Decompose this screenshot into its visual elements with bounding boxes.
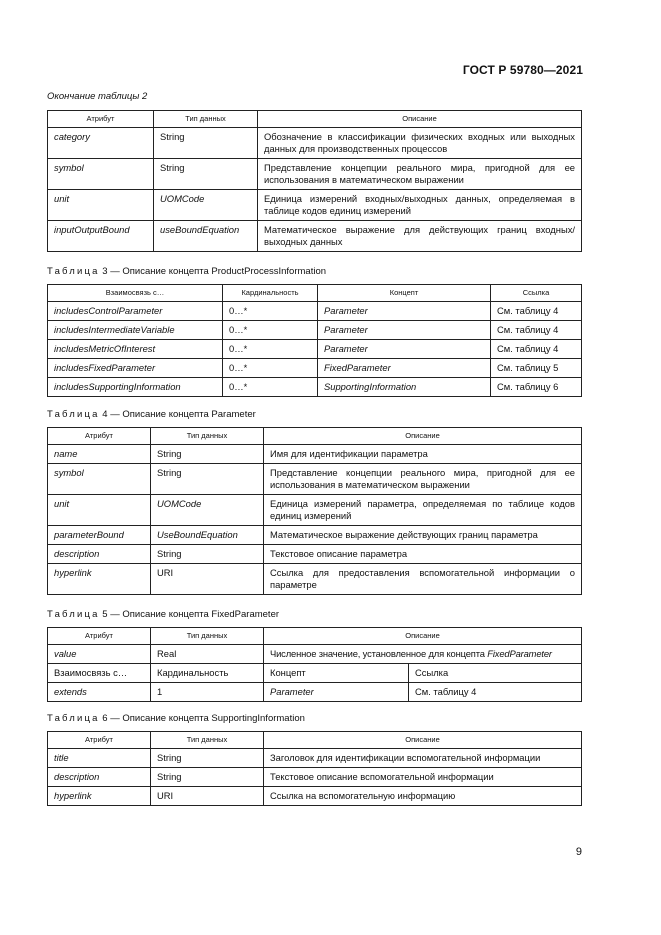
description-cell: Текстовое описание параметра <box>264 545 582 564</box>
caption-text: 3 — Описание концепта ProductProcessInformation <box>99 266 327 277</box>
description-concept: FixedParameter <box>487 648 552 659</box>
description-cell: Единица измерений параметра, определяемая по таблице кодов единиц измерений <box>264 495 582 526</box>
description-cell: Математическое выражение для действующих границ входных/выходных данных <box>258 221 582 252</box>
attribute-cell: value <box>48 645 151 664</box>
table-row <box>48 749 582 768</box>
column-header: Описание <box>264 628 582 645</box>
caption-text: 4 — Описание концепта Parameter <box>99 409 256 420</box>
attribute-cell: name <box>48 445 151 464</box>
table-row <box>48 359 582 378</box>
relation-cell: includesSupportingInformation <box>48 378 223 397</box>
caption-text: 5 — Описание концепта FixedParameter <box>99 609 280 620</box>
attribute-cell: symbol <box>48 464 151 495</box>
description-cell: Ссылка на вспомогательную информацию <box>264 787 582 806</box>
table-row <box>48 464 582 495</box>
reference-cell: См. таблицу 6 <box>491 378 582 397</box>
table-header-row <box>48 428 582 445</box>
description-cell: Заголовок для идентификации вспомогательной информации <box>264 749 582 768</box>
cardinality-cell: 0…* <box>223 302 318 321</box>
datatype-cell: String <box>151 545 264 564</box>
cardinality-cell: 0…* <box>223 359 318 378</box>
datatype-cell: String <box>151 768 264 787</box>
attribute-cell: unit <box>48 495 151 526</box>
datatype-cell: UseBoundEquation <box>151 526 264 545</box>
cardinality-cell: 0…* <box>223 340 318 359</box>
description-cell <box>264 645 582 664</box>
table-row <box>48 564 582 595</box>
column-header: Тип данных <box>154 111 258 128</box>
datatype-cell: URI <box>151 787 264 806</box>
table-row <box>48 545 582 564</box>
table4 <box>47 427 582 595</box>
datatype-cell: UOMCode <box>154 190 258 221</box>
table6-caption <box>47 713 305 724</box>
attribute-cell: unit <box>48 190 154 221</box>
description-cell: Единица измерений входных/выходных данных, определяемая в таблице кодов единиц измерений <box>258 190 582 221</box>
column-header: Атрибут <box>48 111 154 128</box>
description-cell: Математическое выражение действующих границ параметра <box>264 526 582 545</box>
attribute-cell: symbol <box>48 159 154 190</box>
cardinality-cell: 0…* <box>223 378 318 397</box>
subheader-cell: Ссылка <box>409 664 582 683</box>
description-text: Численное значение, установленное для концепта <box>270 648 488 659</box>
attribute-cell: parameterBound <box>48 526 151 545</box>
attribute-cell: hyperlink <box>48 787 151 806</box>
column-header: Атрибут <box>48 732 151 749</box>
table2-end <box>47 110 582 252</box>
caption-label: Таблица <box>47 266 100 277</box>
relation-cell: extends <box>48 683 151 702</box>
column-header: Описание <box>264 732 582 749</box>
reference-cell: См. таблицу 4 <box>491 321 582 340</box>
column-header: Описание <box>264 428 582 445</box>
description-cell: Обозначение в классификации физических входных или выходных данных для производственных процессов <box>258 128 582 159</box>
column-header: Концепт <box>318 285 491 302</box>
table-row <box>48 768 582 787</box>
description-cell: Текстовое описание вспомогательной информации <box>264 768 582 787</box>
relation-cell: includesIntermediateVariable <box>48 321 223 340</box>
reference-cell: См. таблицу 5 <box>491 359 582 378</box>
concept-cell: Parameter <box>264 683 409 702</box>
datatype-cell: URI <box>151 564 264 595</box>
table-row <box>48 526 582 545</box>
caption-text: 6 — Описание концепта SupportingInformation <box>99 713 305 724</box>
column-header: Атрибут <box>48 628 151 645</box>
cardinality-cell: 1 <box>151 683 264 702</box>
table-row <box>48 683 582 702</box>
subheader-cell: Взаимосвязь с… <box>48 664 151 683</box>
table-row <box>48 159 582 190</box>
column-header: Кардинальность <box>223 285 318 302</box>
datatype-cell: String <box>154 128 258 159</box>
column-header: Ссылка <box>491 285 582 302</box>
column-header: Тип данных <box>151 628 264 645</box>
attribute-cell: title <box>48 749 151 768</box>
table-row <box>48 190 582 221</box>
table3 <box>47 284 582 397</box>
table-header-row <box>48 285 582 302</box>
table4-caption <box>47 409 256 420</box>
concept-cell: SupportingInformation <box>318 378 491 397</box>
table-subheader-row <box>48 664 582 683</box>
page-number: 9 <box>575 846 582 858</box>
table-row <box>48 221 582 252</box>
description-cell: Представление концепции реального мира, пригодной для ее использования в математическом выражении <box>264 464 582 495</box>
table-row <box>48 128 582 159</box>
datatype-cell: useBoundEquation <box>154 221 258 252</box>
cardinality-cell: 0…* <box>223 321 318 340</box>
column-header: Тип данных <box>151 732 264 749</box>
table3-caption <box>47 266 326 277</box>
reference-cell: См. таблицу 4 <box>491 340 582 359</box>
table-header-row <box>48 628 582 645</box>
datatype-cell: Real <box>151 645 264 664</box>
relation-cell: includesFixedParameter <box>48 359 223 378</box>
table-row <box>48 645 582 664</box>
datatype-cell: String <box>151 445 264 464</box>
table-row <box>48 495 582 526</box>
datatype-cell: String <box>154 159 258 190</box>
table5 <box>47 627 582 702</box>
concept-cell: Parameter <box>318 302 491 321</box>
subheader-cell: Концепт <box>264 664 409 683</box>
column-header: Описание <box>258 111 582 128</box>
relation-cell: includesControlParameter <box>48 302 223 321</box>
table-row <box>48 787 582 806</box>
table-row <box>48 445 582 464</box>
attribute-cell: category <box>48 128 154 159</box>
column-header: Тип данных <box>151 428 264 445</box>
table-row <box>48 302 582 321</box>
relation-cell: includesMetricOfInterest <box>48 340 223 359</box>
table-row <box>48 321 582 340</box>
table-row <box>48 340 582 359</box>
datatype-cell: UOMCode <box>151 495 264 526</box>
table6 <box>47 731 582 806</box>
subheader-cell: Кардинальность <box>151 664 264 683</box>
column-header: Взаимосвязь с… <box>48 285 223 302</box>
table-row <box>48 378 582 397</box>
table-header-row <box>48 732 582 749</box>
attribute-cell: description <box>48 768 151 787</box>
description-cell: Представление концепции реального мира, пригодной для ее использования в математическом выражении <box>258 159 582 190</box>
reference-cell: См. таблицу 4 <box>409 683 582 702</box>
caption-label: Таблица <box>47 713 100 724</box>
description-cell: Имя для идентификации параметра <box>264 445 582 464</box>
column-header: Атрибут <box>48 428 151 445</box>
concept-cell: FixedParameter <box>318 359 491 378</box>
attribute-cell: hyperlink <box>48 564 151 595</box>
datatype-cell: String <box>151 464 264 495</box>
document-id: ГОСТ Р 59780—2021 <box>462 63 583 77</box>
attribute-cell: description <box>48 545 151 564</box>
table2-caption: Окончание таблицы 2 <box>47 91 148 102</box>
table-header-row <box>48 111 582 128</box>
caption-label: Таблица <box>47 409 100 420</box>
table5-caption <box>47 609 279 620</box>
concept-cell: Parameter <box>318 340 491 359</box>
concept-cell: Parameter <box>318 321 491 340</box>
description-cell: Ссылка для предоставления вспомогательной информации о параметре <box>264 564 582 595</box>
caption-label: Таблица <box>47 609 100 620</box>
reference-cell: См. таблицу 4 <box>491 302 582 321</box>
datatype-cell: String <box>151 749 264 768</box>
attribute-cell: inputOutputBound <box>48 221 154 252</box>
